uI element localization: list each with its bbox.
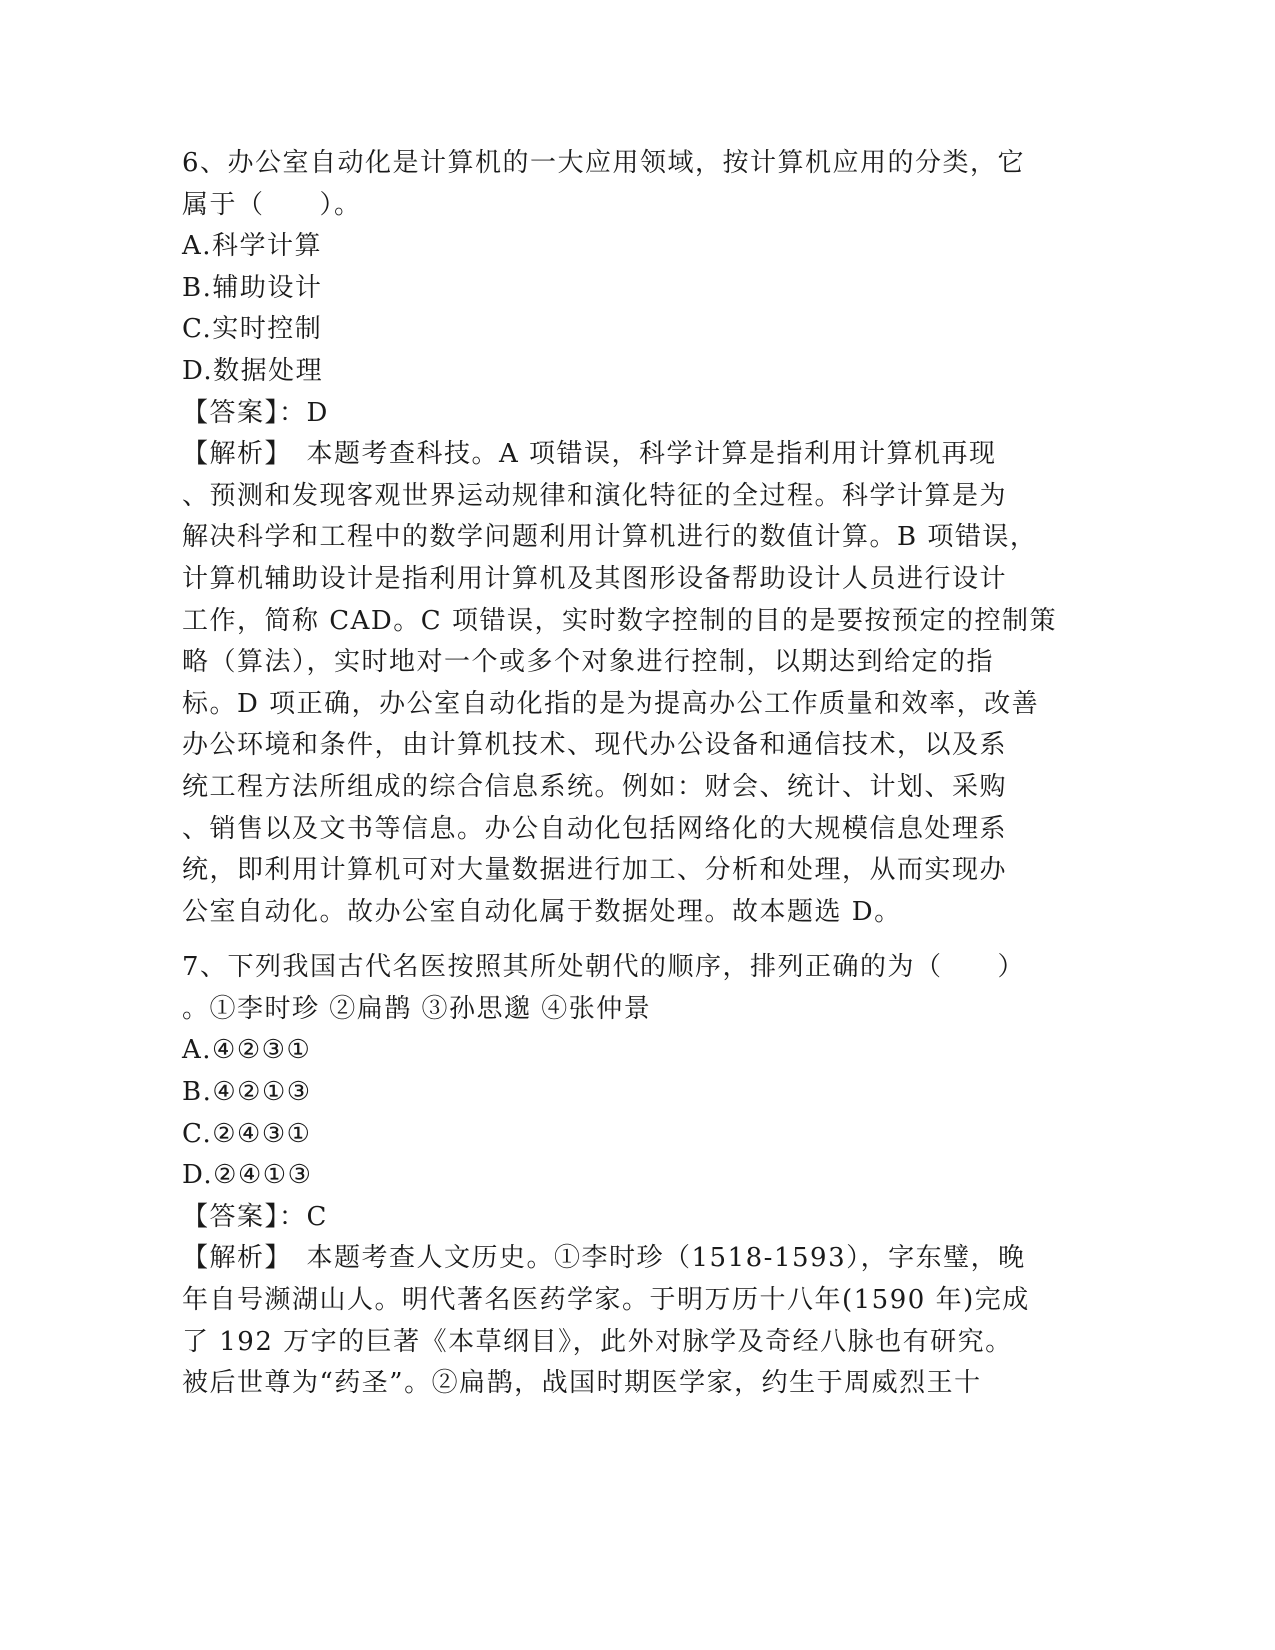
question-6 [182,143,1082,933]
analysis-line: 被后世尊为“药圣”。②扁鹊，战国时期医学家，约生于周威烈王十 [182,1368,982,1399]
question-7 [182,947,1082,1405]
answer-line: 【答案】：D [182,397,329,428]
option-c: C.实时控制 [182,314,323,345]
option-d: D.数据处理 [182,355,324,386]
analysis-line: 、销售以及文书等信息。办公自动化包括网络化的大规模信息处理系 [182,813,1008,844]
analysis-line: 了 192 万字的巨著《本草纲目》，此外对脉学及奇经八脉也有研究。 [182,1326,1013,1357]
analysis-line: 办公环境和条件，由计算机技术、现代办公设备和通信技术，以及系 [182,730,1008,761]
analysis-line: 统工程方法所组成的综合信息系统。例如：财会、统计、计划、采购 [182,771,1008,802]
analysis-line: 工作，简称 CAD。C 项错误，实时数字控制的目的是要按预定的控制策 [182,605,1057,636]
question-stem-line: 7、下列我国古代名医按照其所处朝代的顺序，排列正确的为（ ） [182,952,1026,983]
question-stem-line: 属于（ ）。 [182,189,362,220]
analysis-line: 略（算法），实时地对一个或多个对象进行控制，以期达到给定的指 [182,647,995,678]
option-a: A.科学计算 [182,231,323,262]
answer-line: 【答案】：C [182,1201,328,1232]
analysis-line: 、预测和发现客观世界运动规律和演化特征的全过程。科学计算是为 [182,480,1008,511]
question-stem-line: 。①李时珍 ②扁鹊 ③孙思邈 ④张仲景 [182,993,652,1024]
option-a: A.④②③① [182,1035,312,1066]
option-c: C.②④③① [182,1118,312,1149]
question-stem-line: 6、办公室自动化是计算机的一大应用领域，按计算机应用的分类，它 [182,148,1026,178]
document-page [182,143,1082,1405]
analysis-line: 统，即利用计算机可对大量数据进行加工、分析和处理，从而实现办 [182,855,1008,886]
analysis-line: 公室自动化。故办公室自动化属于数据处理。故本题选 D。 [182,896,902,927]
analysis-line: 年自号濒湖山人。明代著名医药学家。于明万历十八年(1590 年)完成 [182,1285,1030,1316]
option-d: D.②④①③ [182,1160,313,1191]
analysis-line: 【解析】 本题考查科技。A 项错误，科学计算是指利用计算机再现 [182,439,997,470]
question-spacer [182,933,1082,947]
option-b: B.辅助设计 [182,272,323,303]
analysis-line: 标。D 项正确，办公室自动化指的是为提高办公工作质量和效率，改善 [182,688,1040,719]
analysis-line: 计算机辅助设计是指利用计算机及其图形设备帮助设计人员进行设计 [182,563,1008,594]
analysis-line: 解决科学和工程中的数学问题利用计算机进行的数值计算。B 项错误， [182,522,1038,553]
option-b: B.④②①③ [182,1077,312,1108]
analysis-line: 【解析】 本题考查人文历史。①李时珍（1518-1593），字东璧，晚 [182,1243,1026,1274]
